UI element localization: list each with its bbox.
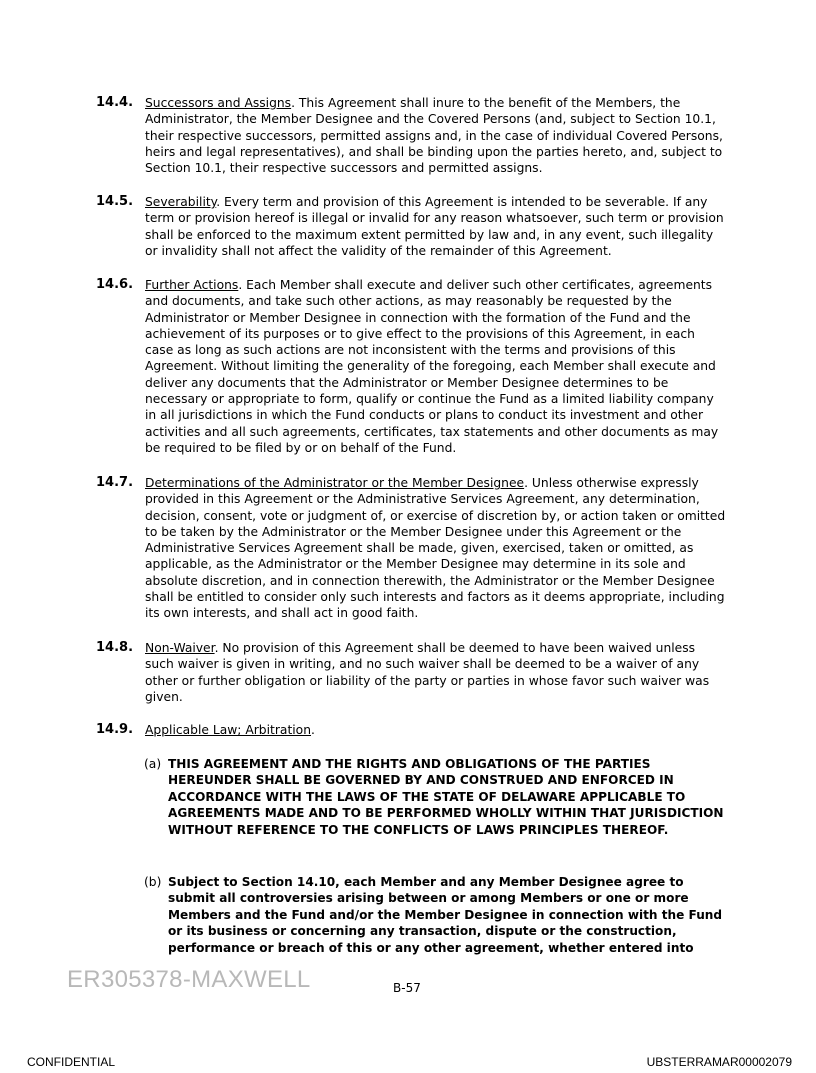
subsection-label: (b): [144, 875, 162, 889]
section-text: [145, 194, 726, 259]
section-heading: Successors and Assigns: [145, 96, 292, 110]
section-body: . Each Member shall execute and deliver such other certificates, agreements and documents, and take such other actions, as may reasonably be requested by the Administrator or Member Designee in connection with the formation of the Fund and the achievement of its purposes or to give effect to the provisions of this Agreement, in each case as long as such actions are not inconsistent with the terms and provisions of this Agreement. Without limiting the generality of the foregoing, each Member shall execute and deliver any documents that the Administrator or Member Designee determines to be necessary or appropriate to form, qualify or continue the Fund as a limited liability company in all jurisdictions in which the Fund conducts or plans to conduct its investment and other activities and all such agreements, certificates, tax statements and other documents as may be required to be filed by or on behalf of the Fund.: [145, 278, 719, 455]
section-text: [145, 277, 726, 456]
subsection-text: Subject to Section 14.10, each Member and any Member Designee agree to submit all controversies arising between or among Members or one or more Members and the Fund and/or the Member Designee in connection with the Fund or its business or concerning any transaction, dispute or the construction, performance or breach of this or any other agreement, whether entered into: [168, 875, 723, 955]
section-body: . Unless otherwise expressly provided in this Agreement or the Administrative Services Agreement, any determination, decision, consent, vote or judgment of, or exercise of discretion by, or action taken or omitted to be taken by the Administrator or the Member Designee under this Agreement or the Administrative Services Agreement shall be made, given, exercised, taken or omitted, as applicable, as the Administrator or the Member Designee may determine in its sole and absolute discretion, and in connection therewith, the Administrator or the Member Designee shall be entitled to consider only such interests and factors as it deems appropriate, including its own interests, and shall act in good faith.: [145, 476, 726, 621]
section-body: .: [311, 723, 315, 737]
section-text: [145, 722, 726, 738]
section-heading: Further Actions: [145, 278, 239, 292]
section-text: [145, 640, 726, 705]
confidential-label: CONFIDENTIAL: [27, 1055, 116, 1069]
section-number: 14.6.: [96, 277, 134, 292]
bates-watermark: ER305378-MAXWELL: [67, 966, 311, 993]
section-number: 14.5.: [96, 194, 134, 209]
section-body: . No provision of this Agreement shall be deemed to have been waived unless such waiver is given in writing, and no such waiver shall be deemed to be a waiver of any other or further obligation or liability of the party or parties in whose favor such waiver was given.: [145, 641, 710, 704]
section-number: 14.9.: [96, 722, 134, 737]
section-heading: Applicable Law; Arbitration: [145, 723, 312, 737]
section-text: [145, 95, 726, 176]
section-text: [145, 475, 726, 622]
subsection-label: (a): [144, 757, 162, 771]
subsection-text: THIS AGREEMENT AND THE RIGHTS AND OBLIGATIONS OF THE PARTIES HEREUNDER SHALL BE GOVERNED BY AND CONSTRUED AND ENFORCED IN ACCORDANCE WITH THE LAWS OF THE STATE OF DELAWARE APPLICABLE TO AGREEMENTS MADE AND TO BE PERFORMED WHOLLY WITHIN THAT JURISDICTION WITHOUT REFERENCE TO THE CONFLICTS OF LAWS PRINCIPLES THEREOF.: [168, 757, 724, 837]
section-number: 14.7.: [96, 475, 134, 490]
section-body: . This Agreement shall inure to the benefit of the Members, the Administrator, the Member Designee and the Covered Persons (and, subject to Section 10.1, their respective successors, permitted assigns and, in the case of individual Covered Persons, heirs and legal representatives), and shall be binding upon the parties hereto, and, subject to Section 10.1, their respective successors and permitted assigns.: [145, 96, 723, 176]
section-heading: Non-Waiver: [145, 641, 215, 655]
section-number: 14.8.: [96, 640, 134, 655]
section-heading: Determinations of the Administrator or the Member Designee: [145, 476, 525, 490]
section-body: . Every term and provision of this Agreement is intended to be severable. If any term or provision hereof is illegal or invalid for any reason whatsoever, such term or provision shall be enforced to the maximum extent permitted by law and, in any event, such illegality or invalidity shall not affect the validity of the remainder of this Agreement.: [145, 195, 724, 258]
section-heading: Severability: [145, 195, 217, 209]
section-number: 14.4.: [96, 95, 134, 110]
page-number: B-57: [393, 981, 421, 995]
bates-number: UBSTERRAMAR00002079: [646, 1055, 792, 1069]
